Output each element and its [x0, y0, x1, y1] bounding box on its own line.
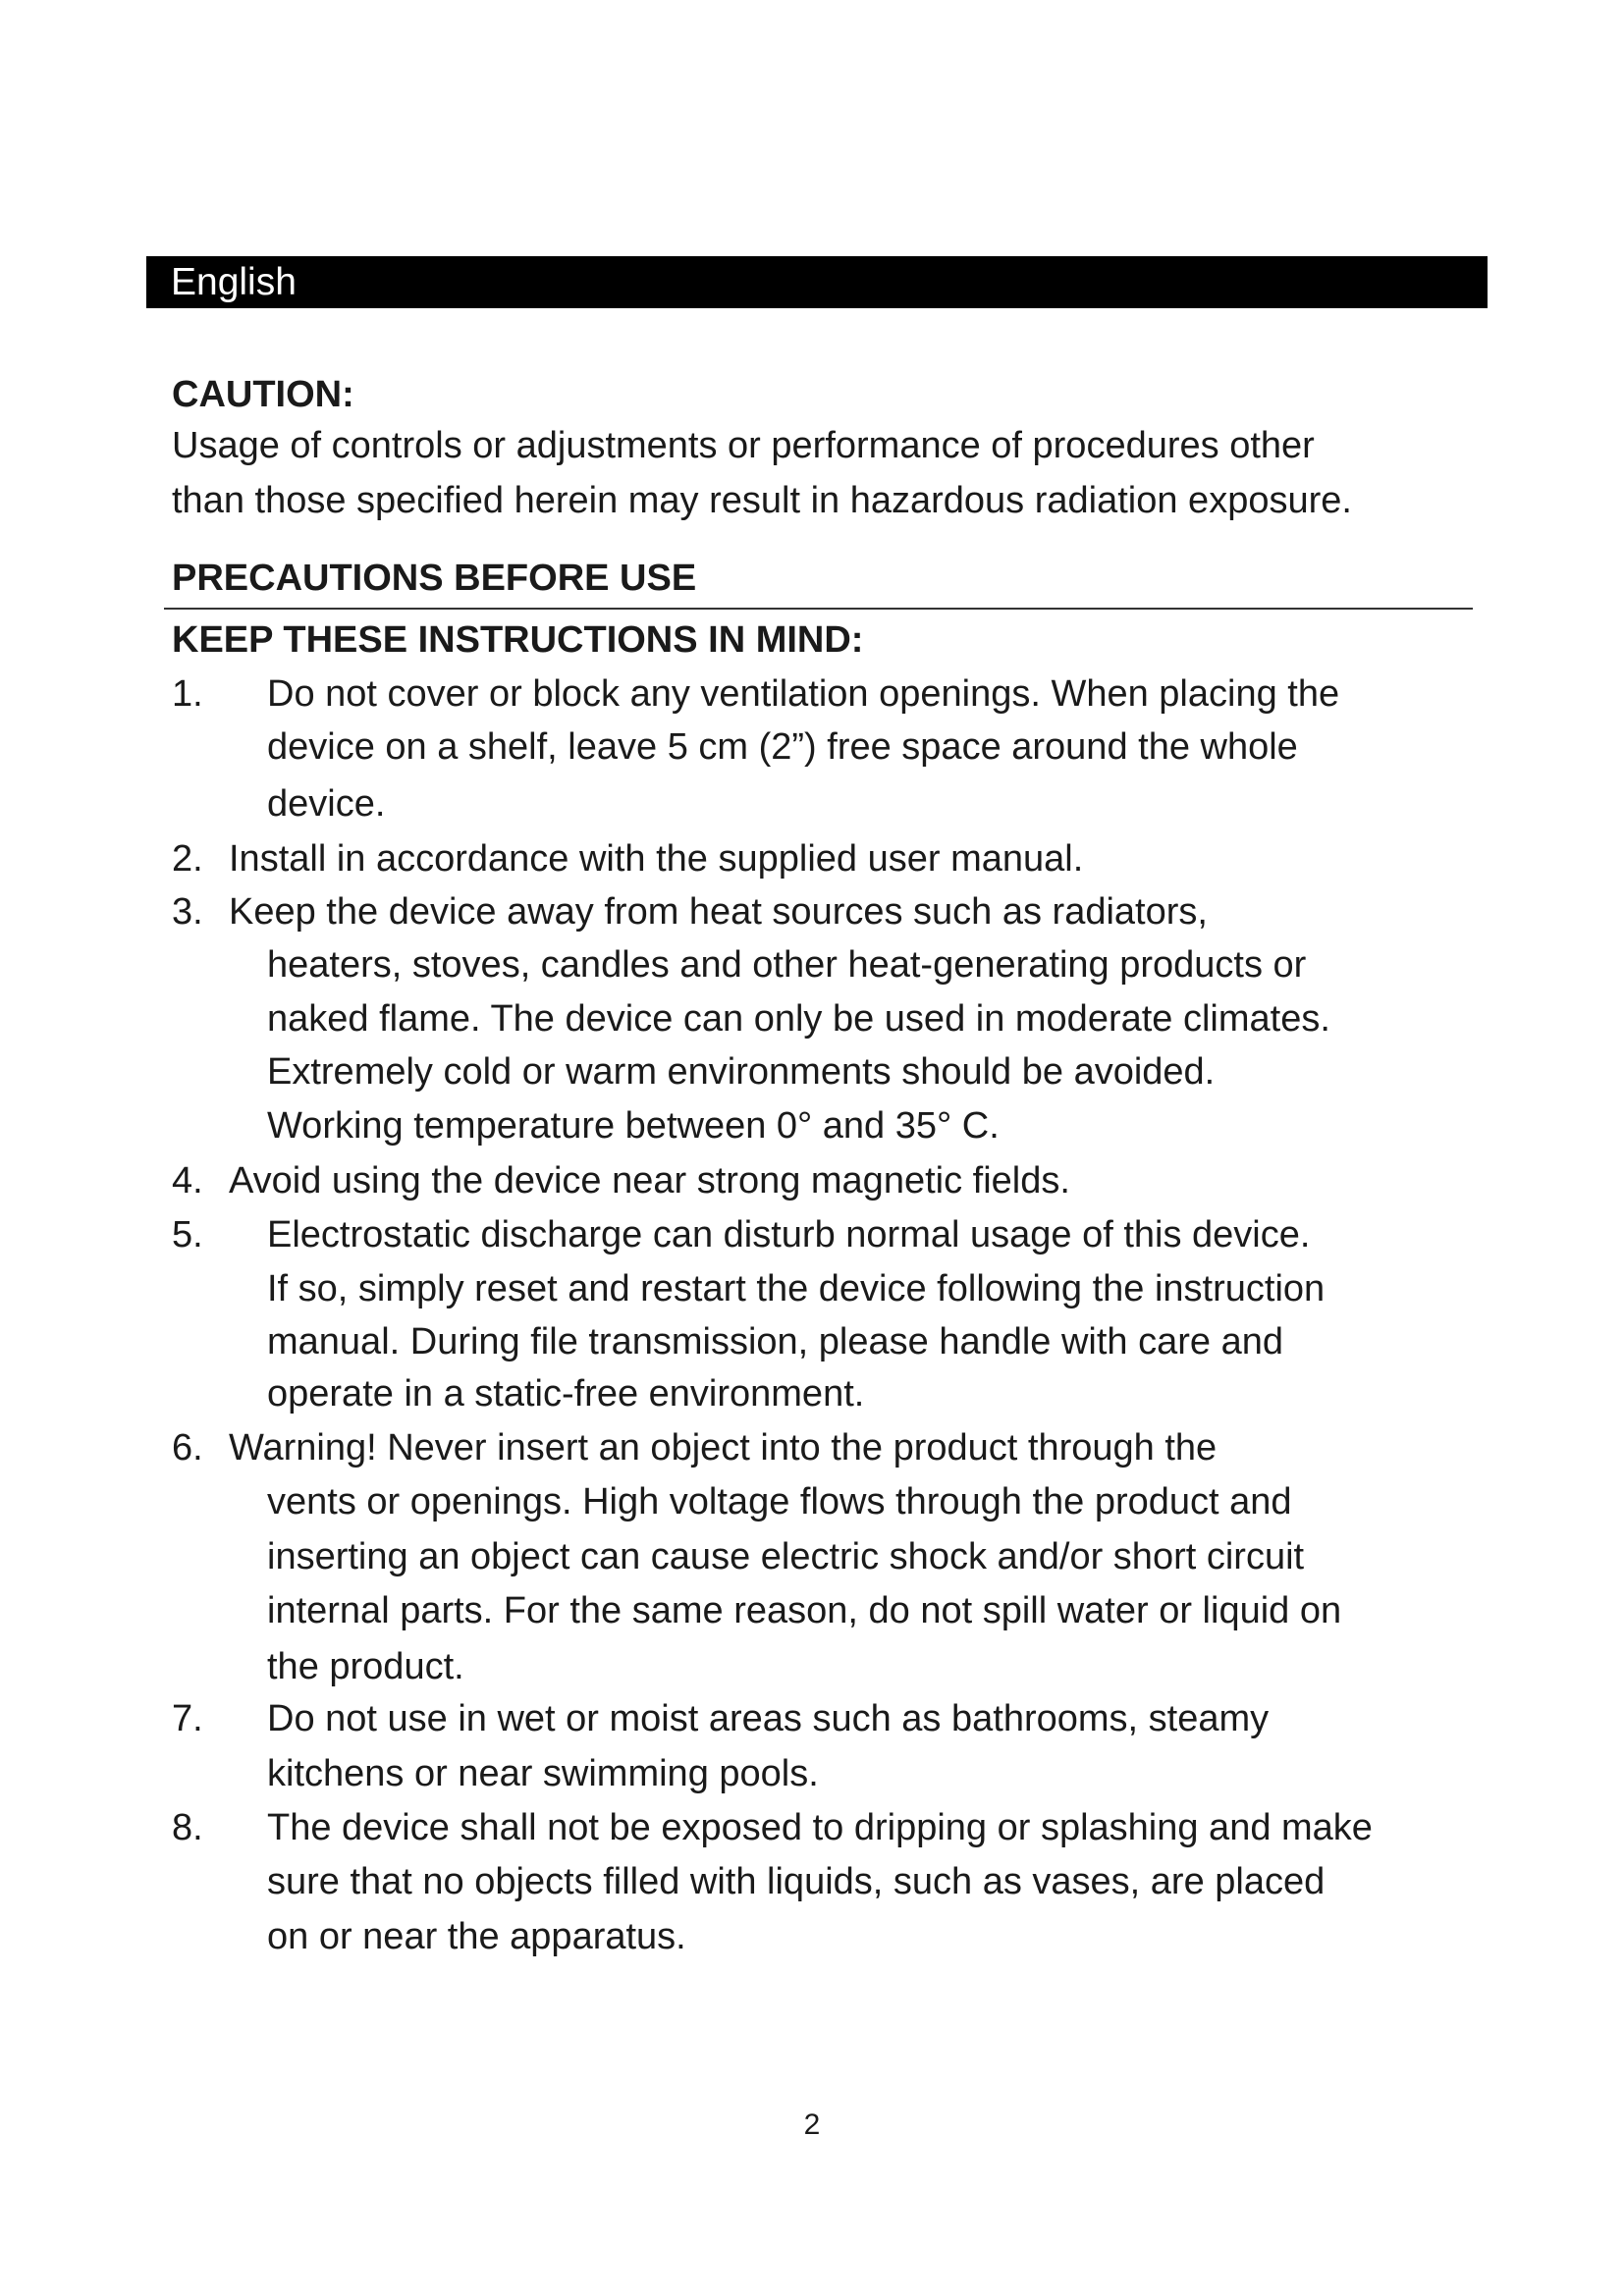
- language-label: English: [171, 261, 297, 303]
- list-item-number: 5.: [172, 1214, 203, 1255]
- language-header-bar: [146, 256, 1488, 308]
- list-item-line: sure that no objects filled with liquids, such as vases, are placed: [267, 1861, 1326, 1902]
- list-item-number: 7.: [172, 1698, 203, 1739]
- list-item-line: vents or openings. High voltage flows through the product and: [267, 1481, 1292, 1522]
- list-item-line: inserting an object can cause electric shock and/or short circuit: [267, 1536, 1305, 1577]
- caution-text-line: Usage of controls or adjustments or performance of procedures other: [172, 425, 1315, 466]
- list-item-number: 6.: [172, 1427, 203, 1468]
- list-item-line: naked flame. The device can only be used in moderate climates.: [267, 998, 1330, 1040]
- caution-heading: CAUTION:: [172, 374, 354, 415]
- list-item-line: operate in a static-free environment.: [267, 1373, 865, 1415]
- caution-text-line: than those specified herein may result in hazardous radiation exposure.: [172, 480, 1352, 521]
- list-item-line: manual. During file transmission, please handle with care and: [267, 1321, 1283, 1362]
- list-item-line: heaters, stoves, candles and other heat-generating products or: [267, 944, 1307, 986]
- list-item-line: Warning! Never insert an object into the product through the: [229, 1427, 1218, 1468]
- list-item-line: Do not use in wet or moist areas such as bathrooms, steamy: [267, 1698, 1270, 1739]
- list-item-line: Extremely cold or warm environments should be avoided.: [267, 1051, 1216, 1093]
- list-item-line: Electrostatic discharge can disturb normal usage of this device.: [267, 1214, 1311, 1255]
- list-item-line: The device shall not be exposed to dripping or splashing and make: [267, 1807, 1373, 1848]
- list-item-line: Keep the device away from heat sources such as radiators,: [229, 891, 1208, 933]
- section-divider: [164, 608, 1473, 610]
- list-item-line: Working temperature between 0° and 35° C.: [267, 1105, 1000, 1147]
- list-item-line: If so, simply reset and restart the device following the instruction: [267, 1268, 1326, 1309]
- list-item-number: 4.: [172, 1160, 203, 1201]
- list-item-line: on or near the apparatus.: [267, 1916, 686, 1957]
- list-item-line: Avoid using the device near strong magnetic fields.: [229, 1160, 1070, 1201]
- list-item-line: device.: [267, 783, 386, 825]
- list-item-line: Do not cover or block any ventilation openings. When placing the: [267, 673, 1340, 715]
- list-item-line: kitchens or near swimming pools.: [267, 1753, 819, 1794]
- list-item-number: 1.: [172, 673, 203, 715]
- instructions-subheading: KEEP THESE INSTRUCTIONS IN MIND:: [172, 619, 864, 661]
- list-item-number: 2.: [172, 838, 203, 880]
- page-number: 2: [803, 2109, 821, 2141]
- list-item-number: 8.: [172, 1807, 203, 1848]
- list-item-line: device on a shelf, leave 5 cm (2”) free space around the whole: [267, 726, 1298, 768]
- list-item-line: the product.: [267, 1646, 464, 1687]
- list-item-line: Install in accordance with the supplied user manual.: [229, 838, 1084, 880]
- list-item-line: internal parts. For the same reason, do not spill water or liquid on: [267, 1590, 1342, 1631]
- precautions-heading: PRECAUTIONS BEFORE USE: [172, 558, 697, 599]
- list-item-number: 3.: [172, 891, 203, 933]
